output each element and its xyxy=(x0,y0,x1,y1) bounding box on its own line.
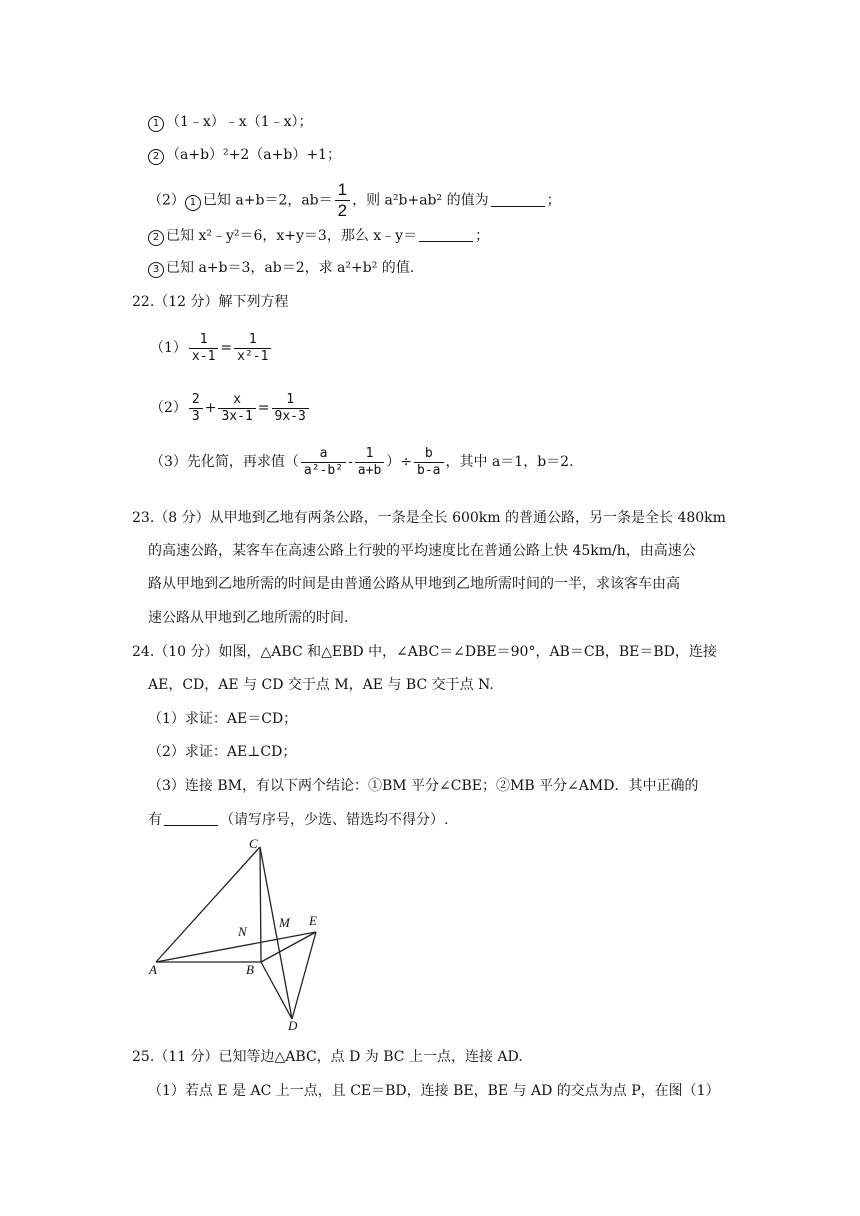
denominator: a+b xyxy=(355,462,384,479)
numerator: 2 xyxy=(191,391,200,407)
numerator: 1 xyxy=(337,180,348,199)
numerator: 1 xyxy=(199,331,208,347)
circled-number: 1 xyxy=(148,116,164,132)
label-N: N xyxy=(238,924,247,939)
semicolon: ； xyxy=(546,192,561,209)
denominator: 3 xyxy=(189,408,203,425)
q21-item-1 xyxy=(148,112,313,132)
q21-item-2 xyxy=(148,145,341,165)
fraction xyxy=(218,392,255,425)
q21-part-2a xyxy=(148,180,561,221)
label-A: A xyxy=(149,962,157,977)
q23-line-3: 路从甲地到乙地所需的时间是由普通公路从甲地到乙地所需时间的一半，求该客车由高 xyxy=(148,576,680,592)
semicolon: ； xyxy=(475,228,490,244)
segment-CD xyxy=(260,847,292,1019)
numerator: x xyxy=(233,391,242,407)
denominator: 2 xyxy=(335,200,350,221)
denominator: x-1 xyxy=(189,348,218,365)
q21-2a-text2: ，则 a²b+ab² 的值为 xyxy=(352,192,489,209)
q22-eq-1 xyxy=(150,328,273,368)
operator: - xyxy=(348,454,353,470)
denominator: x²-1 xyxy=(234,348,271,365)
q24-line-1: 24.（10 分）如图，△ABC 和△EBD 中，∠ABC＝∠DBE＝90°，AB＝CB，BE＝BD，连接 xyxy=(132,644,717,660)
q21-2c-text: 已知 a+b＝3，ab＝2，求 a²+b² 的值. xyxy=(166,260,415,276)
q21-part-2b xyxy=(148,226,489,246)
q24-sub-3b xyxy=(148,810,448,830)
circled-number: 3 xyxy=(148,262,164,278)
answer-blank xyxy=(419,227,473,242)
denominator: 9x-3 xyxy=(272,408,309,425)
q22-eq-3 xyxy=(150,442,574,482)
operator: + xyxy=(204,400,217,416)
segment-ED xyxy=(292,932,316,1019)
part-label: （3）先化简，再求值（ xyxy=(150,454,299,470)
denominator: 3x-1 xyxy=(218,408,255,425)
segment-AE xyxy=(156,932,316,962)
q24-line-2: AE，CD，AE 与 CD 交于点 M，AE 与 BC 交于点 N. xyxy=(148,677,494,693)
q23-line-1: 23.（8 分）从甲地到乙地有两条公路，一条是全长 600km 的普通公路，另一条是全长 480km xyxy=(132,510,726,526)
q24-sub-3a: （3）连接 BM，有以下两个结论：①BM 平分∠CBE；②MB 平分∠AMD．其中正确的 xyxy=(148,778,699,794)
segment-CB xyxy=(260,847,261,962)
label-C: C xyxy=(249,836,258,851)
label-B: B xyxy=(246,962,254,977)
q25-line-1: 25.（11 分）已知等边△ABC，点 D 为 BC 上一点，连接 AD. xyxy=(132,1049,523,1065)
circled-number: 1 xyxy=(185,195,201,211)
q21-item-1-text: （1﹣x）﹣x（1﹣x）； xyxy=(166,114,313,130)
q23-line-4: 速公路从甲地到乙地所需的时间. xyxy=(148,610,349,626)
denominator: b-a xyxy=(414,462,443,479)
label-E: E xyxy=(309,913,317,928)
part-label: （1） xyxy=(150,340,187,356)
label-D: D xyxy=(288,1018,298,1033)
fraction xyxy=(189,332,218,365)
text: （请写序号，少选、错选均不得分）. xyxy=(220,812,449,828)
q25-line-2: （1）若点 E 是 AC 上一点，且 CE＝BD，连接 BE，BE 与 AD 的交点为点 P，在图（1） xyxy=(148,1083,720,1099)
fraction xyxy=(301,446,346,479)
circled-number: 2 xyxy=(148,230,164,246)
numerator: 1 xyxy=(365,445,374,461)
circled-number: 2 xyxy=(148,149,164,165)
numerator: b xyxy=(424,445,433,461)
fraction xyxy=(234,332,271,365)
q22-eq-2 xyxy=(150,388,311,428)
operator: ）÷ xyxy=(386,454,413,470)
part-label: （2） xyxy=(150,400,187,416)
segment-AC xyxy=(156,847,260,962)
fraction xyxy=(272,392,309,425)
q21-part-2c xyxy=(148,258,414,278)
q24-sub-1: （1）求证：AE＝CD； xyxy=(148,711,298,727)
fraction xyxy=(355,446,384,479)
text: 有 xyxy=(148,812,162,828)
part-label: （2） xyxy=(148,192,185,209)
denominator: a²-b² xyxy=(301,462,346,479)
operator: = xyxy=(257,400,270,416)
q22-heading: 22.（12 分）解下列方程 xyxy=(132,294,289,310)
numerator: 1 xyxy=(286,391,295,407)
numerator: a xyxy=(319,445,328,461)
fraction xyxy=(189,392,203,425)
q23-line-2: 的高速公路，某客车在高速公路上行驶的平均速度比在普通公路上快 45km/h，由高速公 xyxy=(148,543,696,559)
fraction-one-half xyxy=(335,180,350,221)
answer-blank xyxy=(491,192,545,207)
fraction xyxy=(414,446,443,479)
q22-3-tail: ，其中 a＝1，b＝2. xyxy=(445,454,574,470)
answer-blank xyxy=(164,811,218,826)
label-M: M xyxy=(279,915,290,930)
q21-2b-text: 已知 x²﹣y²＝6，x+y＝3，那么 x﹣y＝ xyxy=(166,228,418,244)
q21-item-2-text: （a+b）²+2（a+b）+1； xyxy=(166,147,341,163)
q21-2a-text1: 已知 a+b＝2，ab＝ xyxy=(202,192,333,209)
numerator: 1 xyxy=(248,331,257,347)
q24-sub-2: （2）求证：AE⊥CD； xyxy=(148,744,297,760)
operator: = xyxy=(220,340,233,356)
